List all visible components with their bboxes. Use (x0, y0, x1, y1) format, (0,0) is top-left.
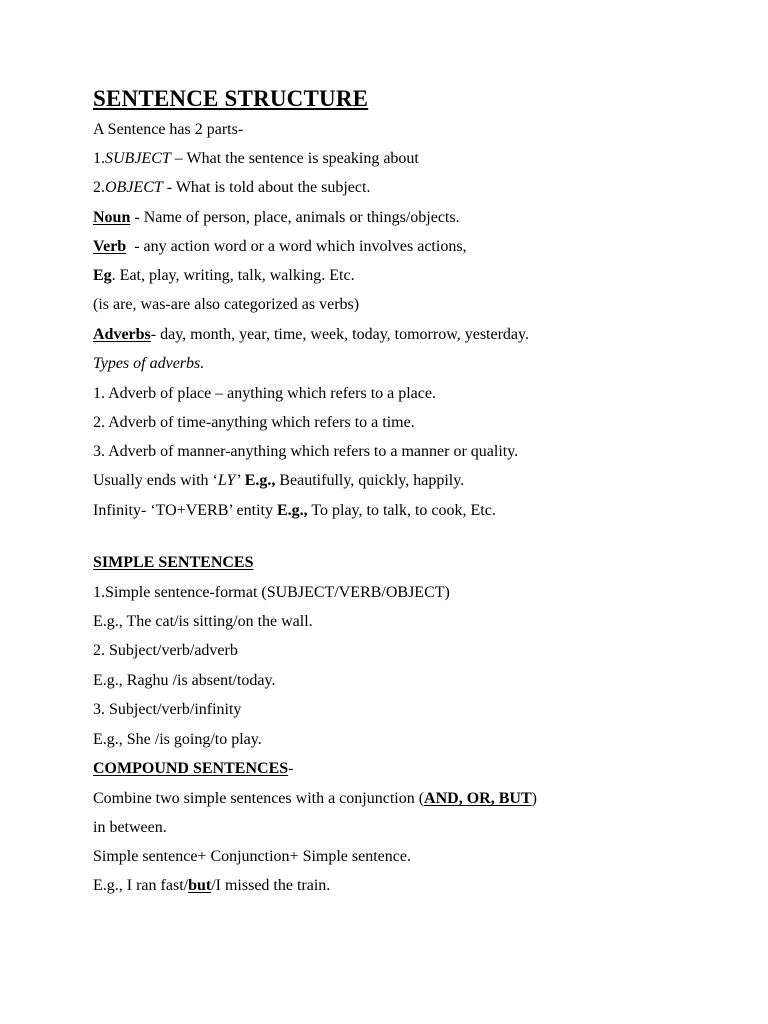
compound-combine-line (93, 789, 537, 809)
infinity-examples: To play, to talk, to cook, Etc. (307, 502, 496, 519)
subject-line (93, 149, 419, 169)
compound-combine-suffix: ) (531, 790, 537, 807)
infinity-prefix: Infinity- ‘TO+VERB’ entity (93, 502, 277, 519)
simple-sentence-line: 3. Subject/verb/infinity (93, 701, 242, 718)
types-of-adverbs-heading: Types of adverbs. (93, 355, 205, 372)
eg-term: Eg (93, 267, 112, 284)
infinity-line (93, 501, 496, 521)
compound-combine-prefix: Combine two simple sentences with a conjunction ( (93, 790, 425, 807)
conjunction-list: AND, OR, BUT (424, 790, 532, 807)
verb-definition: - any action word or a word which involves actions, (126, 238, 467, 255)
compound-heading-text: COMPOUND SENTENCES (93, 760, 289, 777)
simple-sentence-line: 1.Simple sentence-format (SUBJECT/VERB/OBJECT) (93, 584, 450, 601)
compound-formula-line: Simple sentence+ Conjunction+ Simple sentence. (93, 848, 411, 865)
noun-term: Noun (93, 209, 131, 226)
simple-sentence-line: E.g., Raghu /is absent/today. (93, 672, 276, 689)
compound-sentences-heading (93, 759, 293, 779)
object-line (93, 178, 370, 198)
adverbs-definition: - day, month, year, time, week, today, tomorrow, yesterday. (150, 326, 529, 343)
ly-prefix: Usually ends with ‘ (93, 472, 218, 489)
subject-number: 1. (93, 150, 105, 167)
compound-between-line: in between. (93, 819, 167, 836)
adverb-type-item: 3. Adverb of manner-anything which refers to a manner or quality. (93, 443, 519, 460)
is-are-note: (is are, was-are also categorized as verbs) (93, 296, 360, 313)
compound-heading-suffix: - (288, 760, 294, 777)
adverbs-line (93, 325, 529, 345)
compound-example-prefix: E.g., I ran fast/ (93, 877, 189, 894)
noun-definition: - Name of person, place, animals or things/objects. (130, 209, 460, 226)
simple-sentence-line: 2. Subject/verb/adverb (93, 642, 238, 659)
ly-eg: E.g., (240, 472, 276, 489)
compound-example-conjunction: but (188, 877, 212, 894)
object-definition: - What is told about the subject. (162, 179, 371, 196)
simple-sentence-line: E.g., She /is going/to play. (93, 731, 262, 748)
compound-example-suffix: /I missed the train. (211, 877, 331, 894)
adverb-type-item: 2. Adverb of time-anything which refers to a time. (93, 414, 415, 431)
simple-sentence-line: E.g., The cat/is sitting/on the wall. (93, 613, 313, 630)
object-number: 2. (93, 179, 105, 196)
verb-term: Verb (93, 238, 127, 255)
subject-term: SUBJECT (105, 150, 171, 167)
eg-line (93, 266, 355, 286)
noun-line (93, 208, 460, 228)
subject-definition: – What the sentence is speaking about (170, 150, 419, 167)
adverbs-term: Adverbs (93, 326, 151, 343)
ly-examples: Beautifully, quickly, happily. (275, 472, 465, 489)
simple-sentences-heading: SIMPLE SENTENCES (93, 554, 254, 571)
intro-line: A Sentence has 2 parts- (93, 121, 244, 138)
ly-suffix: LY’ (217, 472, 241, 489)
page-title: SENTENCE STRUCTURE (93, 86, 369, 111)
ly-line (93, 471, 464, 491)
eg-examples: . Eat, play, writing, talk, walking. Etc. (111, 267, 355, 284)
compound-example-line (93, 876, 330, 896)
object-term: OBJECT (105, 179, 163, 196)
adverb-type-item: 1. Adverb of place – anything which refers to a place. (93, 385, 436, 402)
infinity-eg: E.g., (276, 502, 308, 519)
verb-line (93, 237, 467, 257)
